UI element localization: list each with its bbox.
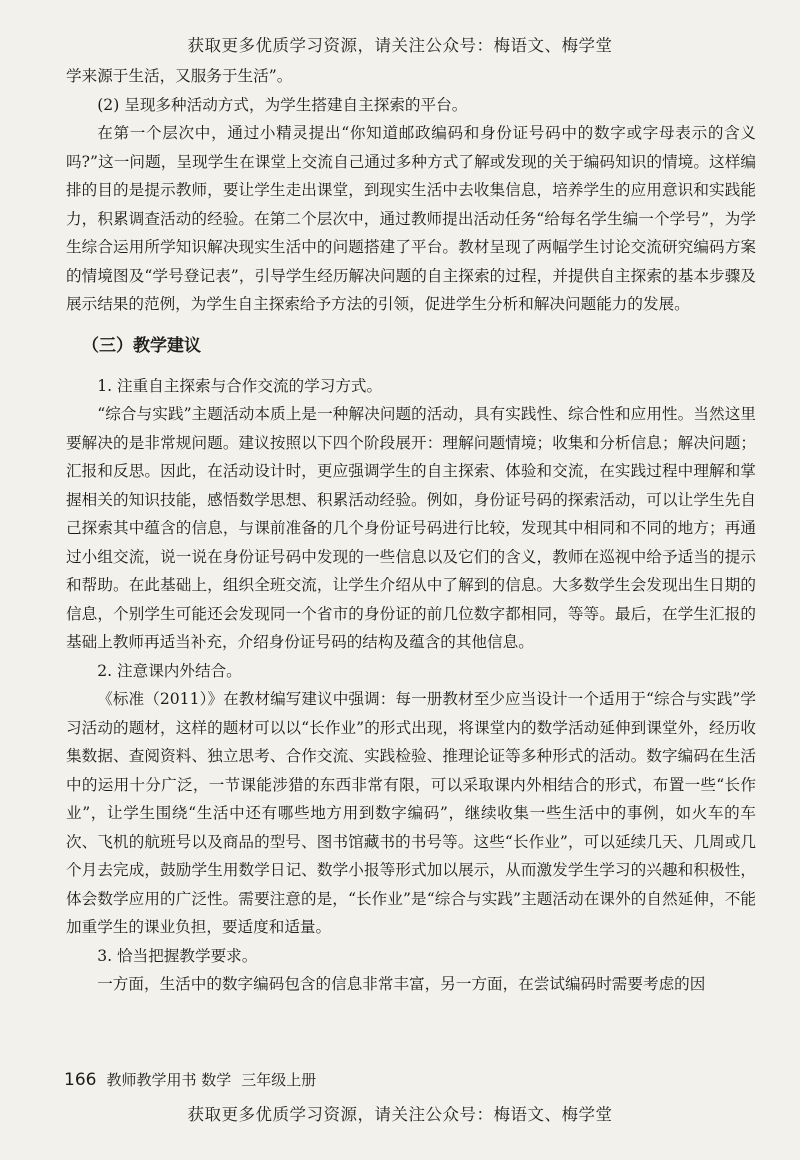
paragraph: (2) 呈现多种活动方式，为学生搭建自主探索的平台。 — [97, 95, 468, 114]
paragraph: 一方面，生活中的数字编码包含的信息非常丰富，另一方面，在尝试编码时需要考虑的因 — [97, 975, 706, 993]
paragraph: 《标准（2011）》在教材编写建议中强调：每一册教材至少应当设计一个适用于“综合与实践”学习活动的题材，这样的题材可以以“长作业”的形式出现，将课堂内的数学活动延伸到课堂外，经历收集数据、查阅资料、独立思考、合作交流、实践检验、推理论证等多种形式的活动。数字编码在生活中的运用十分广泛，一节课能涉猎的东西非常有限，可以采取课内外相结合的形式，布置一些“长作业”，让学生围绕“生活中还有哪些地方用到数字编码”，继续收集一些生活中的事例，如火车的车次、飞机的航班号以及商品的型号、图书馆藏书的书号等。这些“长作业”，可以延续几天、几周或几个月去完成，鼓励学生用数学日记、数学小报等形式加以展示，从而激发学生学习的兴趣和积极性，体会数学应用的广泛性。需要注意的是，“长作业”是“综合与实践”主题活动在课外的自然延伸，不能加重学生的课业负担，要适度和适量。 — [66, 690, 756, 936]
page-number: 166 — [64, 1070, 97, 1090]
grade-label: 三年级上册 — [241, 1071, 317, 1089]
watermark-top: 获取更多优质学习资源，请关注公众号：梅语文、梅学堂 — [187, 36, 613, 55]
paragraph: 学来源于生活，又服务于生活”。 — [66, 67, 293, 85]
subheading: 2. 注意课内外结合。 — [97, 661, 242, 680]
subheading: 3. 恰当把握教学要求。 — [97, 946, 258, 965]
book-title: 教师教学用书 数学 — [106, 1071, 232, 1089]
paragraph: “综合与实践”主题活动本质上是一种解决问题的活动，具有实践性、综合性和应用性。当然这里要解决的是非常规问题。建议按照以下四个阶段展开：理解问题情境；收集和分析信息；解决问题；汇报和反思。因此，在活动设计时，更应强调学生的自主探索、体验和交流，在实践过程中理解和掌握相关的知识技能，感悟数学思想、积累活动经验。例如，身份证号码的探索活动，可以让学生先自己探索其中蕴含的信息，与课前准备的几个身份证号码进行比较，发现其中相同和不同的地方；再通过小组交流，说一说在身份证号码中发现的一些信息以及它们的含义，教师在巡视中给予适当的提示和帮助。在此基础上，组织全班交流，让学生介绍从中了解到的信息。大多数学生会发现出生日期的信息，个别学生可能还会发现同一个省市的身份证的前几位数字都相同，等等。最后，在学生汇报的基础上教师再适当补充，介绍身份证号码的结构及蕴含的其他信息。 — [66, 405, 756, 651]
section-heading: （三）教学建议 — [82, 335, 201, 356]
watermark-bottom: 获取更多优质学习资源，请关注公众号：梅语文、梅学堂 — [187, 1105, 613, 1124]
paragraph: 在第一个层次中，通过小精灵提出“你知道邮政编码和身份证号码中的数字或字母表示的含义吗?”这一问题，呈现学生在课堂上交流自己通过多种方式了解或发现的关于编码知识的情境。这样编排的目的是提示教师，要让学生走出课堂，到现实生活中去收集信息，培养学生的应用意识和实践能力，积累调查活动的经验。在第二个层次中，通过教师提出活动任务“给每名学生编一个学号”，为学生综合运用所学知识解决现实生活中的问题搭建了平台。教材呈现了两幅学生讨论交流研究编码方案的情境图及“学号登记表”，引导学生经历解决问题的自主探索的过程，并提供自主探索的基本步骤及展示结果的范例，为学生自主探索给予方法的引领，促进学生分析和解决问题能力的发展。 — [66, 124, 756, 313]
page-footer — [64, 1069, 316, 1090]
page-body — [66, 62, 756, 999]
subheading: 1. 注重自主探索与合作交流的学习方式。 — [97, 376, 383, 395]
